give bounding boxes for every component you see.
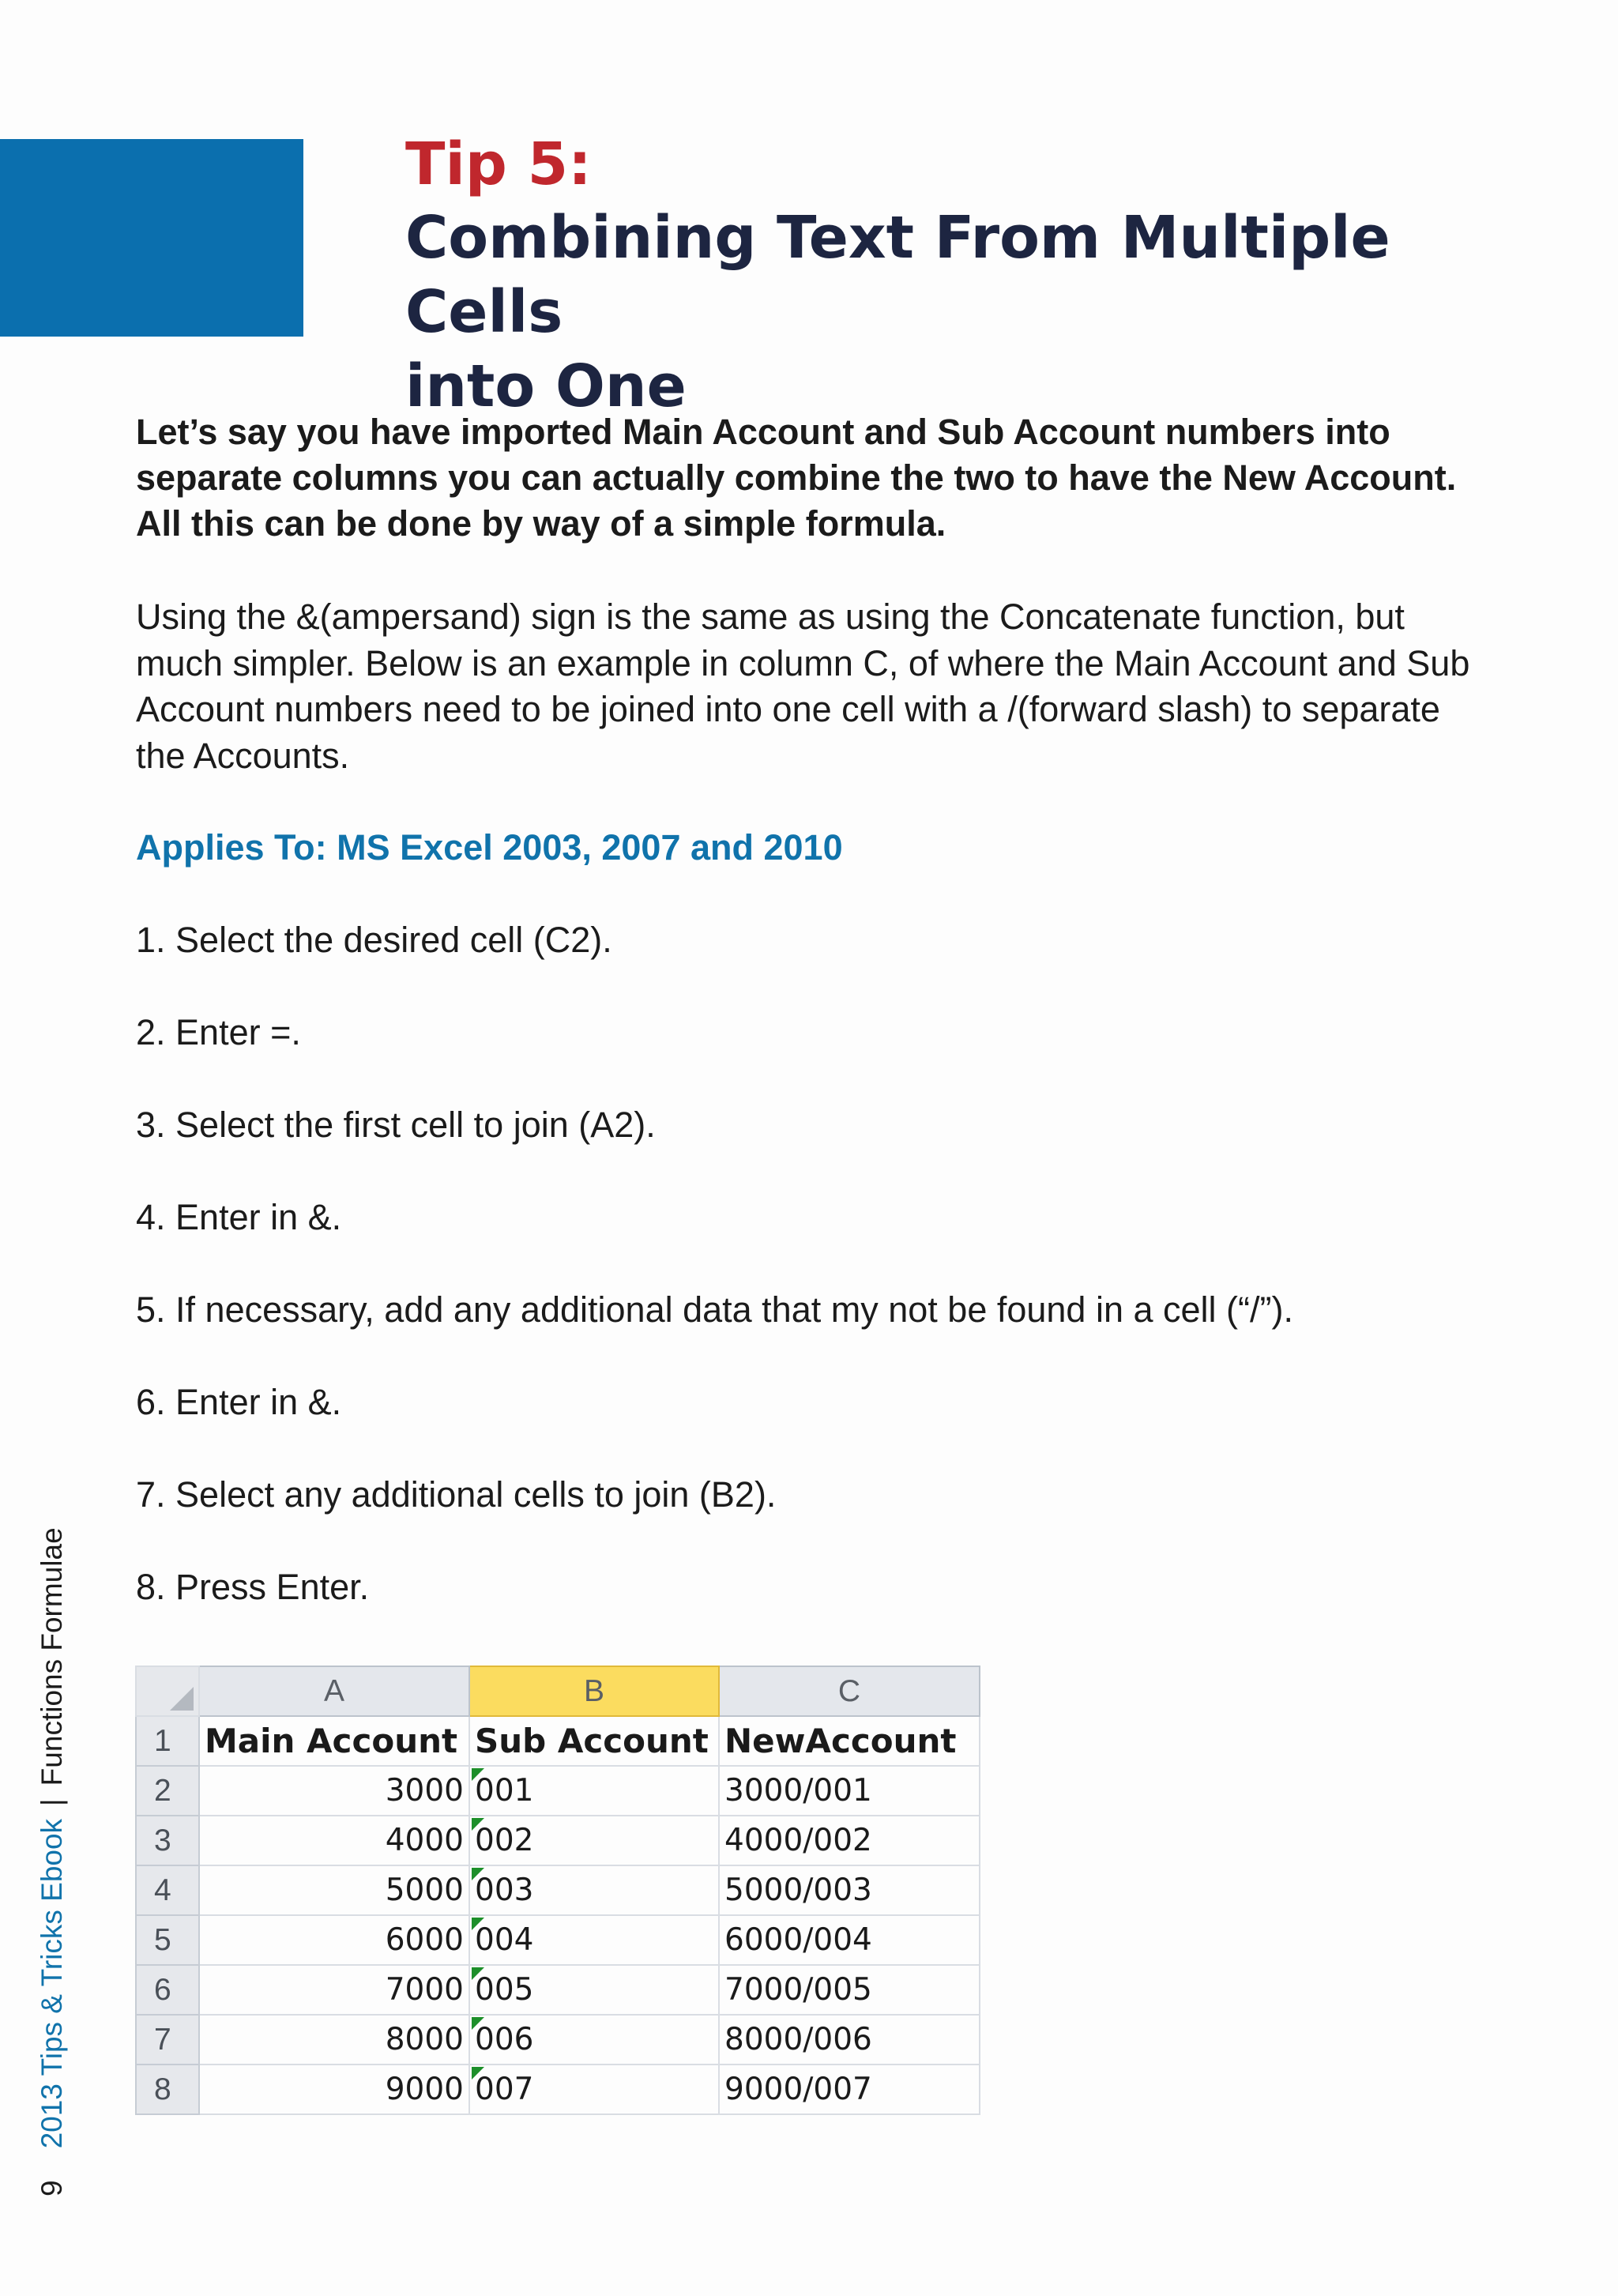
cell-header-new-account: NewAccount <box>719 1716 980 1766</box>
cell-new-account: 8000/006 <box>719 2015 980 2065</box>
row-number: 8 <box>136 2065 199 2114</box>
row-number: 4 <box>136 1865 199 1915</box>
cell-sub-account <box>469 1816 719 1865</box>
column-header-a: A <box>199 1666 469 1716</box>
row-number: 2 <box>136 1766 199 1816</box>
cell-header-main-account: Main Account <box>199 1716 469 1766</box>
text-number-indicator-icon <box>472 1918 484 1930</box>
table-row <box>136 2065 980 2114</box>
page-title <box>405 201 1551 423</box>
page-title-line-2: into One <box>405 352 687 420</box>
table-row <box>136 1816 980 1865</box>
title-block <box>405 128 1551 423</box>
cell-sub-account <box>469 2015 719 2065</box>
tip-label: Tip 5: <box>405 130 592 198</box>
cell-value: 002 <box>475 1823 534 1858</box>
main-content <box>136 409 1495 1610</box>
steps-list <box>136 917 1495 1610</box>
cell-sub-account <box>469 1965 719 2015</box>
row-number: 6 <box>136 1965 199 2015</box>
row-number: 5 <box>136 1915 199 1965</box>
page-title-line-1: Combining Text From Multiple Cells <box>405 204 1390 346</box>
row-number: 3 <box>136 1816 199 1865</box>
row-number: 1 <box>136 1716 199 1766</box>
cell-sub-account <box>469 1766 719 1816</box>
ebook-title: 2013 Tips & Tricks Ebook <box>36 1818 68 2149</box>
step-item: 8. Press Enter. <box>136 1567 370 1607</box>
step-item: 1. Select the desired cell (C2). <box>136 920 612 960</box>
cell-value: 007 <box>475 2072 534 2107</box>
cell-new-account: 9000/007 <box>719 2065 980 2114</box>
cell-sub-account <box>469 1915 719 1965</box>
text-number-indicator-icon <box>472 2017 484 2030</box>
text-number-indicator-icon <box>472 2067 484 2080</box>
cell-new-account: 6000/004 <box>719 1915 980 1965</box>
cell-main-account: 6000 <box>199 1915 469 1965</box>
cell-main-account: 9000 <box>199 2065 469 2114</box>
cell-new-account: 3000/001 <box>719 1766 980 1816</box>
cell-new-account: 4000/002 <box>719 1816 980 1865</box>
table-row <box>136 1865 980 1915</box>
step-item: 6. Enter in &. <box>136 1382 342 1422</box>
text-number-indicator-icon <box>472 1768 484 1781</box>
cell-main-account: 7000 <box>199 1965 469 2015</box>
column-header-c: C <box>719 1666 980 1716</box>
body-paragraph: Using the &(ampersand) sign is the same as using the Concatenate function, but much simpler. Below is an example in column C, of where the Main Account and Sub Account numbers need to be joined into one cell with a /(forward slash) to separate the Accounts. <box>136 597 1470 776</box>
footer-side-label <box>35 1527 70 2196</box>
cell-value: 004 <box>475 1922 534 1958</box>
accent-block <box>0 139 303 337</box>
applies-to: Applies To: MS Excel 2003, 2007 and 2010 <box>136 827 843 868</box>
step-item: 4. Enter in &. <box>136 1197 342 1237</box>
text-number-indicator-icon <box>472 1868 484 1880</box>
table-row <box>136 1915 980 1965</box>
page-number: 9 <box>36 2180 68 2196</box>
table-row <box>136 1965 980 2015</box>
cell-value: 003 <box>475 1873 534 1908</box>
intro-paragraph: Let’s say you have imported Main Account and Sub Account numbers into separate columns you can actually combine the two to have the New Account. All this can be done by way of a simple formula. <box>136 412 1457 544</box>
cell-value: 005 <box>475 1972 534 2008</box>
table-row <box>136 1766 980 1816</box>
step-item: 7. Select any additional cells to join (B2). <box>136 1474 777 1515</box>
cell-new-account: 7000/005 <box>719 1965 980 2015</box>
cell-value: 001 <box>475 1773 534 1809</box>
cell-sub-account <box>469 2065 719 2114</box>
cell-new-account: 5000/003 <box>719 1865 980 1915</box>
select-all-triangle-icon <box>170 1687 194 1711</box>
table-row <box>136 1716 980 1766</box>
cell-main-account: 8000 <box>199 2015 469 2065</box>
step-item: 2. Enter =. <box>136 1012 301 1052</box>
text-number-indicator-icon <box>472 1818 484 1831</box>
cell-main-account: 4000 <box>199 1816 469 1865</box>
cell-header-sub-account: Sub Account <box>469 1716 719 1766</box>
step-item: 3. Select the first cell to join (A2). <box>136 1105 656 1145</box>
select-all-corner <box>136 1666 199 1716</box>
text-number-indicator-icon <box>472 1967 484 1980</box>
section-title: Functions Formulae <box>36 1527 68 1786</box>
cell-main-account: 3000 <box>199 1766 469 1816</box>
cell-main-account: 5000 <box>199 1865 469 1915</box>
cell-sub-account <box>469 1865 719 1915</box>
column-header-row <box>136 1666 980 1716</box>
row-number: 7 <box>136 2015 199 2065</box>
cell-value: 006 <box>475 2022 534 2057</box>
footer-separator: | <box>36 1798 68 1806</box>
step-item: 5. If necessary, add any additional data that my not be found in a cell (“/”). <box>136 1289 1293 1330</box>
spreadsheet-screenshot <box>135 1666 980 2115</box>
table-row <box>136 2015 980 2065</box>
column-header-b: B <box>469 1666 719 1716</box>
